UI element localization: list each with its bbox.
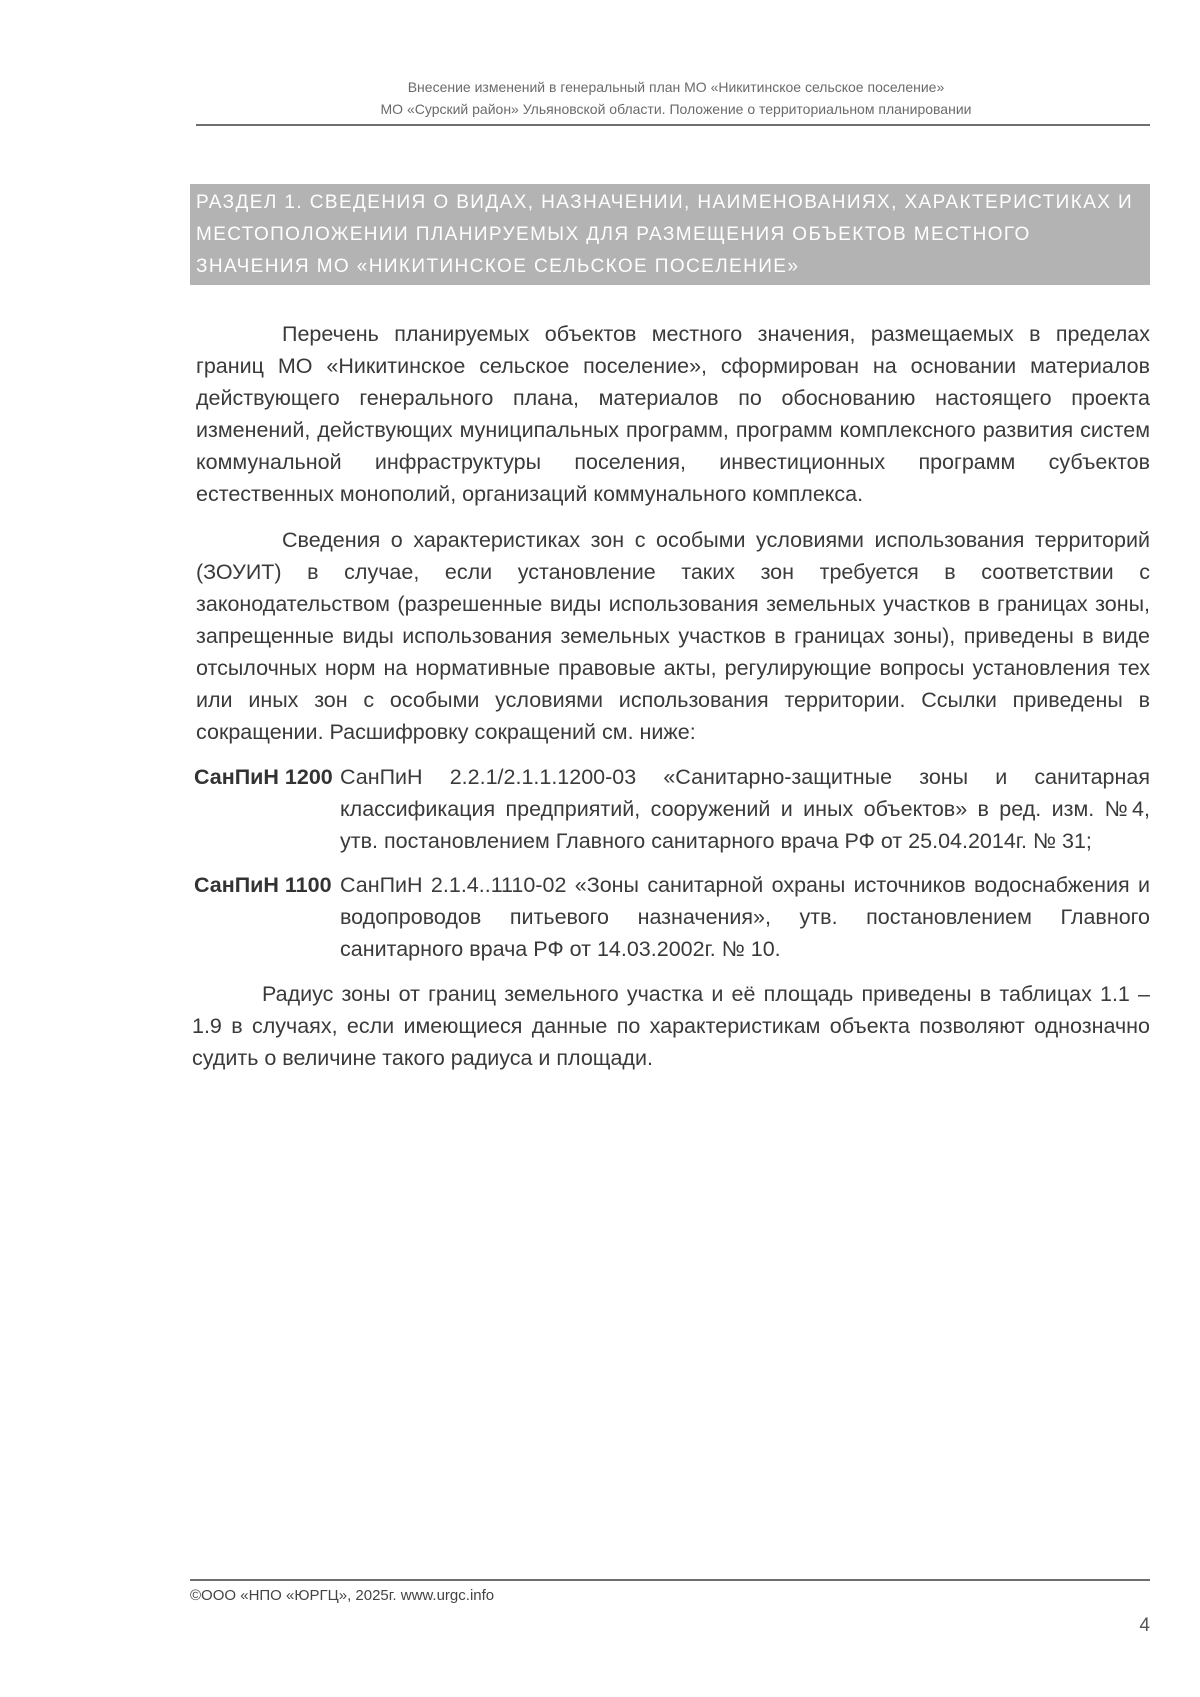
document-body bbox=[192, 318, 1150, 1074]
section-title-banner bbox=[190, 184, 1150, 285]
running-header bbox=[196, 76, 1156, 120]
page-number: 4 bbox=[1139, 1615, 1150, 1636]
abbreviation-definition: СанПиН 2.1.4..1110-02 «Зоны санитарной охраны источников водоснабжения и водопроводов питьевого назначения», утв. постановлением Главного санитарного врача РФ от 14.03.2002г. № 10. bbox=[340, 873, 1150, 961]
body-paragraph: Радиус зоны от границ земельного участка и её площадь приведены в таблицах 1.1 – 1.9 в случаях, если имеющиеся данные по характеристикам объекта позволяют однозначно судить о величине такого радиуса и площади. bbox=[192, 982, 1150, 1070]
body-paragraph: Перечень планируемых объектов местного значения, размещаемых в пределах границ МО «Никитинское сельское поселение», сформирован на основании материалов действующего генерального плана, материалов по обоснованию настоящего проекта изменений, действующих муниципальных программ, программ комплексного развития систем коммунальной инфраструктуры поселения, инвестиционных программ субъектов естественных монополий, организаций коммунального комплекса. bbox=[196, 322, 1150, 506]
abbreviation-item bbox=[194, 869, 1150, 965]
body-paragraph: Сведения о характеристиках зон с особыми условиями использования территорий (ЗОУИТ) в случае, если установление таких зон требуется в соответствии с законодательством (разрешенные виды использования земельных участков в границах зоны, запрещенные виды использования земельных участков в границах зоны), приведены в виде отсылочных норм на нормативные правовые акты, регулирующие вопросы установления тех или иных зон с особыми условиями использования территории. Ссылки приведены в сокращении. Расшифровку сокращений см. ниже: bbox=[196, 528, 1150, 744]
abbreviation-key: СанПиН 1200 bbox=[194, 765, 333, 789]
abbreviation-list bbox=[194, 761, 1150, 965]
footer-copyright: ©ООО «НПО «ЮРГЦ», 2025г. www.urgc.info bbox=[190, 1587, 495, 1604]
header-divider bbox=[196, 124, 1150, 126]
running-header-line-1: Внесение изменений в генеральный план МО «Никитинское сельское поселение» bbox=[407, 79, 945, 95]
abbreviation-item bbox=[194, 761, 1150, 857]
footer-divider bbox=[190, 1579, 1150, 1581]
section-title: РАЗДЕЛ 1. СВЕДЕНИЯ О ВИДАХ, НАЗНАЧЕНИИ, НАИМЕНОВАНИЯХ, ХАРАКТЕРИСТИКАХ И МЕСТОПОЛОЖЕНИИ ПЛАНИРУЕМЫХ ДЛЯ РАЗМЕЩЕНИЯ ОБЪЕКТОВ МЕСТНОГО ЗНАЧЕНИЯ МО «НИКИТИНСКОЕ СЕЛЬСКОЕ ПОСЕЛЕНИЕ» bbox=[196, 192, 1134, 277]
abbreviation-key: СанПиН 1100 bbox=[194, 873, 332, 897]
running-header-line-2: МО «Сурский район» Ульяновской области. Положение о территориальном планировании bbox=[380, 101, 972, 117]
abbreviation-definition: СанПиН 2.2.1/2.1.1.1200-03 «Санитарно-защитные зоны и санитарная классификация предприятий, сооружений и иных объектов» в ред. изм. №4, утв. постановлением Главного санитарного врача РФ от 25.04.2014г. № 31; bbox=[340, 765, 1150, 853]
